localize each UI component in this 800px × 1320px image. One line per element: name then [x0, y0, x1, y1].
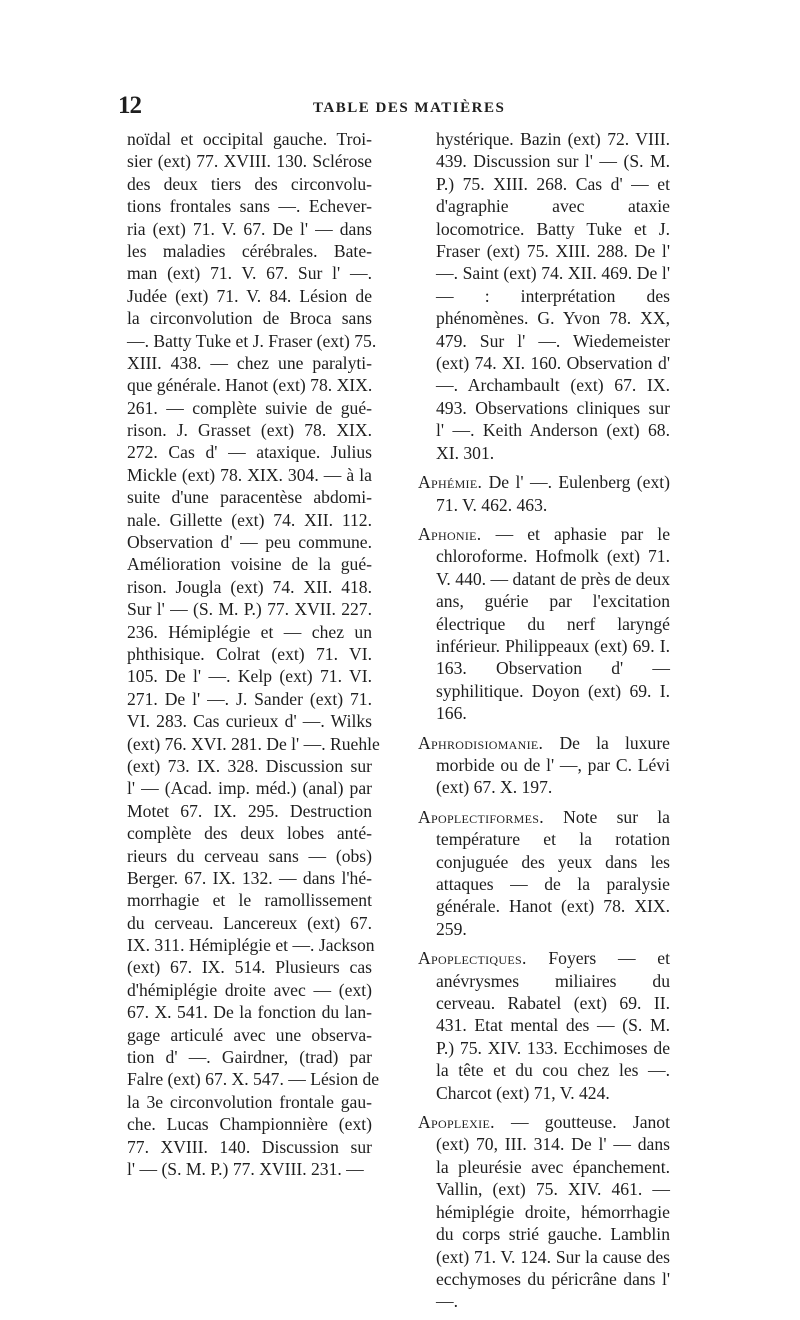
text-line: VI. 283. Cas curieux d' —. Wilks [127, 711, 372, 732]
index-entry [418, 523, 670, 725]
entry-text: De l' —. Eulenberg (ext) 71. V. 462. 463. [436, 472, 670, 515]
text-line: gage articulé avec une observa- [127, 1024, 372, 1045]
text-line: nale. Gillette (ext) 74. XII. 112. [127, 509, 372, 530]
text-line: Berger. 67. IX. 132. — dans l'hé- [127, 867, 372, 888]
text-line: 261. — complète suivie de gué- [127, 397, 372, 418]
text-line: les maladies cérébrales. Bate- [127, 240, 372, 261]
entry-text: hystérique. Bazin (ext) 72. VIII. 439. Discussion sur l' — (S. M. P.) 75. XIII. 268. Cas d' — et d'agraphie avec ataxie locomotrice. Batty Tuke et J. Fraser (ext) 75. XIII. 288. De l' —. Saint (ext) 74. XII. 469. De l' — : interprétation des phénomènes. G. Yvon 78. XX, 479. Sur l' —. Wiedemeister (ext) 74. XI. 160. Observation d' —. Archambault (ext) 67. IX. 493. Observations cliniques sur l' —. Keith Anderson (ext) 68. XI. 301. [436, 129, 670, 463]
text-line: 67. X. 541. De la fonction du lan- [127, 1002, 372, 1023]
entry-heading: Aphémie. [418, 472, 483, 493]
text-line: complète des deux lobes anté- [127, 823, 372, 844]
entry-heading: Aphrodisiomanie. [418, 732, 544, 753]
text-line: la circonvolution de Broca sans [127, 308, 372, 329]
text-line: XIII. 438. — chez une paralyti- [127, 352, 372, 373]
text-line: ria (ext) 71. V. 67. De l' — dans [127, 218, 372, 239]
text-line: l' — (S. M. P.) 77. XVIII. 231. — [127, 1158, 364, 1179]
entry-paragraph [418, 947, 670, 1104]
text-line: tions frontales sans —. Echever- [127, 196, 372, 217]
entry-paragraph [418, 128, 670, 464]
entry-paragraph [418, 732, 670, 799]
text-line: Sur l' — (S. M. P.) 77. XVII. 227. [127, 599, 372, 620]
text-line: d'hémiplégie droite avec — (ext) [127, 979, 372, 1000]
entry-text: De la luxure morbide ou de l' —, par C. Lévi (ext) 67. X. 197. [436, 732, 670, 798]
text-line: —. Batty Tuke et J. Fraser (ext) 75. [127, 330, 377, 351]
entry-text: Note sur la température et la rotation conjuguée des yeux dans les attaques — de la paralysie générale. Hanot (ext) 78. XIX. 259. [436, 806, 670, 939]
text-line: Judée (ext) 71. V. 84. Lésion de [127, 285, 372, 306]
text-line: rison. Jougla (ext) 74. XII. 418. [127, 576, 372, 597]
right-column [418, 128, 670, 1320]
entry-heading: Aphonie. [418, 523, 482, 544]
text-line: noïdal et occipital gauche. Troi- [127, 129, 372, 149]
text-line: l' — (Acad. imp. méd.) (anal) par [127, 778, 372, 799]
entry-heading: Apoplexie. [418, 1112, 495, 1133]
text-line: tion d' —. Gairdner, (trad) par [127, 1047, 372, 1068]
text-line: 77. XVIII. 140. Discussion sur [127, 1136, 372, 1157]
text-line: rison. J. Grasset (ext) 78. XIX. [127, 420, 372, 441]
entry-paragraph [418, 1111, 670, 1313]
text-line: rieurs du cerveau sans — (obs) [127, 845, 372, 866]
running-title: TABLE DES MATIÈRES [313, 100, 506, 116]
text-line: sier (ext) 77. XVIII. 130. Sclérose [127, 151, 372, 172]
text-line: la 3e circonvolution frontale gau- [127, 1091, 372, 1112]
text-line: 236. Hémiplégie et — chez un [127, 621, 372, 642]
page-header [118, 92, 678, 122]
entry-paragraph [418, 471, 670, 516]
text-line: (ext) 67. IX. 514. Plusieurs cas [127, 957, 372, 978]
index-entry [418, 1111, 670, 1313]
index-entry [418, 806, 670, 940]
text-line: Observation d' — peu commune. [127, 532, 372, 553]
text-line: 271. De l' —. J. Sander (ext) 71. [127, 688, 372, 709]
text-line: che. Lucas Championnière (ext) [127, 1114, 372, 1135]
text-line: des deux tiers des circonvolu- [127, 173, 372, 194]
index-entry [418, 471, 670, 516]
text-line: Motet 67. IX. 295. Destruction [127, 800, 372, 821]
entry-heading: Apoplectiques. [418, 948, 527, 969]
entry-text: — et aphasie par le chloroforme. Hofmolk (ext) 71. V. 440. — datant de près de deux ans, guérie par l'excitation électrique du nerf laryngé inférieur. Philippeaux (ext) 69. I. 163. Observation d' — syphilitique. Doyon (ext) 69. I. 166. [436, 523, 670, 724]
text-line: morrhagie et le ramollissement [127, 890, 372, 911]
text-line: (ext) 76. XVI. 281. De l' —. Ruehle [127, 733, 380, 754]
entry-text: — goutteuse. Janot (ext) 70, III. 314. De l' — dans la pleurésie avec épanchement. Vallin, (ext) 75. XIV. 461. — hémiplégie droite, hémorrhagie du corps strié gauche. Lamblin (ext) 71. V. 124. Sur la cause des ecchymoses du péricrâne dans l' —. [436, 1112, 670, 1312]
entry-paragraph [418, 806, 670, 940]
page-number: 12 [118, 92, 141, 119]
text-line: (ext) 73. IX. 328. Discussion sur [127, 755, 372, 776]
text-line: suite d'une paracentèse abdomi- [127, 487, 372, 508]
text-line: Falre (ext) 67. X. 547. — Lésion de [127, 1069, 380, 1090]
index-entry [418, 128, 670, 464]
text-line: 272. Cas d' — ataxique. Julius [127, 442, 372, 463]
index-entry [418, 732, 670, 799]
text-line: phthisique. Colrat (ext) 71. VI. [127, 643, 372, 664]
text-line: Amélioration voisine de la gué- [127, 554, 372, 575]
text-line: du cerveau. Lancereux (ext) 67. [127, 912, 372, 933]
index-entry [418, 947, 670, 1104]
text-line: man (ext) 71. V. 67. Sur l' —. [127, 263, 372, 284]
text-line: 105. De l' —. Kelp (ext) 71. VI. [127, 666, 372, 687]
text-line: que générale. Hanot (ext) 78. XIX. [127, 375, 373, 396]
text-line: IX. 311. Hémiplégie et —. Jackson [127, 935, 375, 956]
entry-paragraph [418, 523, 670, 725]
left-column [127, 128, 380, 1180]
entry-heading: Apoplectiformes. [418, 806, 544, 827]
entry-text: Foyers — et anévrysmes miliaires du cerveau. Rabatel (ext) 69. II. 431. Etat mental des — (S. M. P.) 75. XIV. 133. Ecchimoses de la tête et du cou chez les —. Charcot (ext) 71, V. 424. [436, 948, 670, 1103]
text-line: Mickle (ext) 78. XIX. 304. — à la [127, 464, 372, 485]
